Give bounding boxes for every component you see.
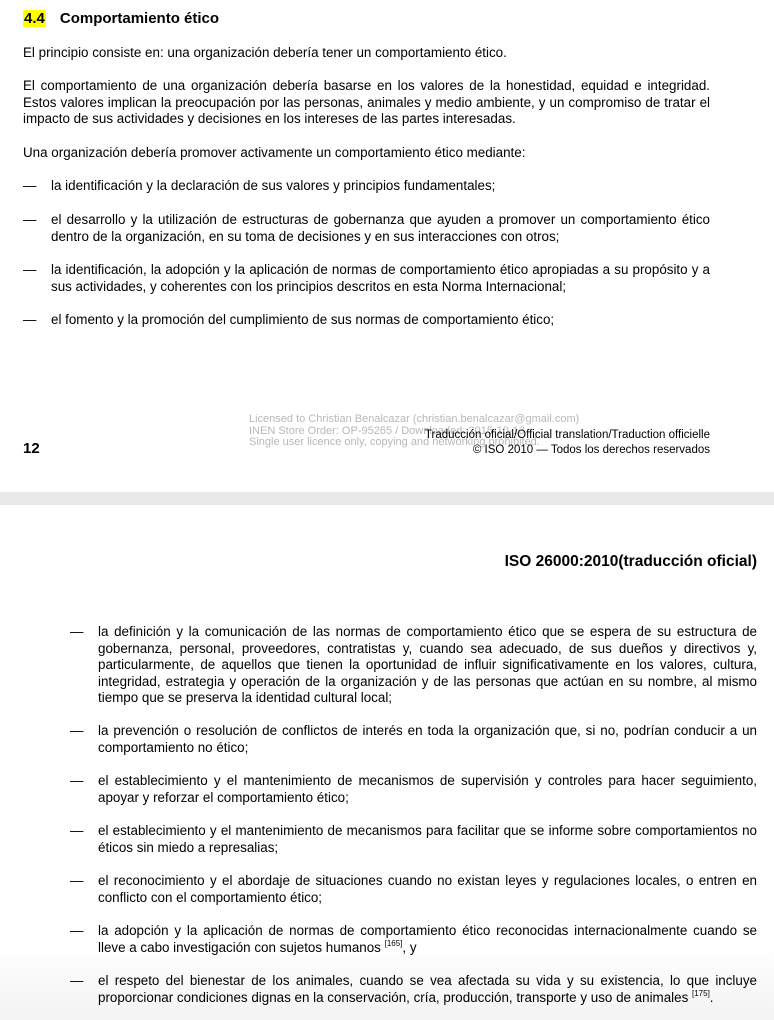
dash-bullet: — [23,262,37,277]
dash-bullet: — [70,873,84,888]
dash-bullet: — [70,773,84,788]
dash-bullet: — [70,973,84,988]
page-number: 12 [23,440,40,457]
section-number: 4.4 [24,10,45,27]
reference-link[interactable]: [165] [384,938,403,948]
footer-copyright: © ISO 2010 — Todos los derechos reservados [472,444,710,456]
reference-link[interactable]: [175] [692,988,710,998]
list-item-text: el establecimiento y el mantenimiento de mecanismos para facilitar que se informe sobre comportamientos no éticos sin miedo a represalias; [98,823,757,855]
list-item-body: la adopción y la aplicación de normas de comportamiento ético reconocidas internacionalmente cuando se lleve a cabo investigación con sujetos humanos [98,923,757,955]
list-item-text [98,973,757,1006]
dash-bullet: — [70,823,84,838]
footer-translation: Traducción oficial/Official translation/Traduction officielle [424,429,710,441]
dash-bullet: — [70,723,84,738]
document-page-12 [0,0,774,492]
page-header: ISO 26000:2010(traducción oficial) [504,553,757,570]
dash-bullet: — [23,178,37,193]
page-footer [425,428,710,458]
list-item-text: la identificación, la adopción y la aplicación de normas de comportamiento ético apropiadas a su propósito y a sus actividades, y coherentes con los principios descritos en esta Norma Internacional; [51,262,710,294]
list-item-tail: . [709,989,714,1005]
list-item-text: la definición y la comunicación de las normas de comportamiento ético que se espera de su estructura de gobernanza, personal, proveedores, contratistas y, cuando sea adecuado, de sus dueños y directivos y, particularmente, de aquellos que tienen la oportunidad de influir significativamente en los valores, cultura, integridad, estrategia y operación de la organización y de las personas que actúan en su nombre, al mismo tiempo que se preserva la identidad cultural local; [98,624,757,705]
license-line: Licensed to Christian Benalcazar (christian.benalcazar@gmail.com) [249,413,580,425]
list-item-body: el respeto del bienestar de los animales, cuando se vea afectada su vida y su existencia, lo que incluye proporcionar condiciones dignas en la conservación, cría, producción, transporte y uso de animales [98,973,757,1005]
list-item-text [98,923,757,956]
list-item-text: el establecimiento y el mantenimiento de mecanismos de supervisión y controles para hacer seguimiento, apoyar y reforzar el comportamiento ético; [98,773,757,805]
page-separator [0,492,774,505]
dash-bullet: — [23,312,37,327]
list-item-text: la prevención o resolución de conflictos de interés en toda la organización que, si no, podrían conducir a un comportamiento no ético; [98,723,757,755]
section-title: Comportamiento ético [59,10,220,27]
paragraph-values: El comportamiento de una organización debería basarse en los valores de la honestidad, equidad e integridad. Estos valores implican la preocupación por las personas, animales y medio ambiente, y un compromiso de tratar el impacto de sus actividades y decisiones en los intereses de las partes interesadas. [23,78,710,126]
dash-bullet: — [23,212,37,227]
dash-bullet: — [70,923,84,938]
dash-bullet: — [70,624,84,639]
paragraph-promote: Una organización debería promover activamente un comportamiento ético mediante: [23,145,526,160]
list-item-text: el fomento y la promoción del cumplimiento de sus normas de comportamiento ético; [51,312,555,327]
license-line: INEN Store Order: OP-95265 / Downloaded: 2015-10-13 [249,424,525,437]
document-page-13 [0,505,774,1020]
paragraph-principle: El principio consiste en: una organización debería tener un comportamiento ético. [23,45,507,60]
list-item-text: el reconocimiento y el abordaje de situaciones cuando no existan leyes y regulaciones locales, o entren en conflicto con el comportamiento ético; [98,873,757,905]
list-item-tail: , y [402,939,417,955]
license-line: Single user licence only, copying and networking prohibited. [249,436,540,448]
list-item-text: la identificación y la declaración de sus valores y principios fundamentales; [51,178,496,193]
section-heading [23,10,219,27]
list-item-text: el desarrollo y la utilización de estructuras de gobernanza que ayuden a promover un comportamiento ético dentro de la organización, en su toma de decisiones y en sus interacciones con otros; [51,212,710,244]
